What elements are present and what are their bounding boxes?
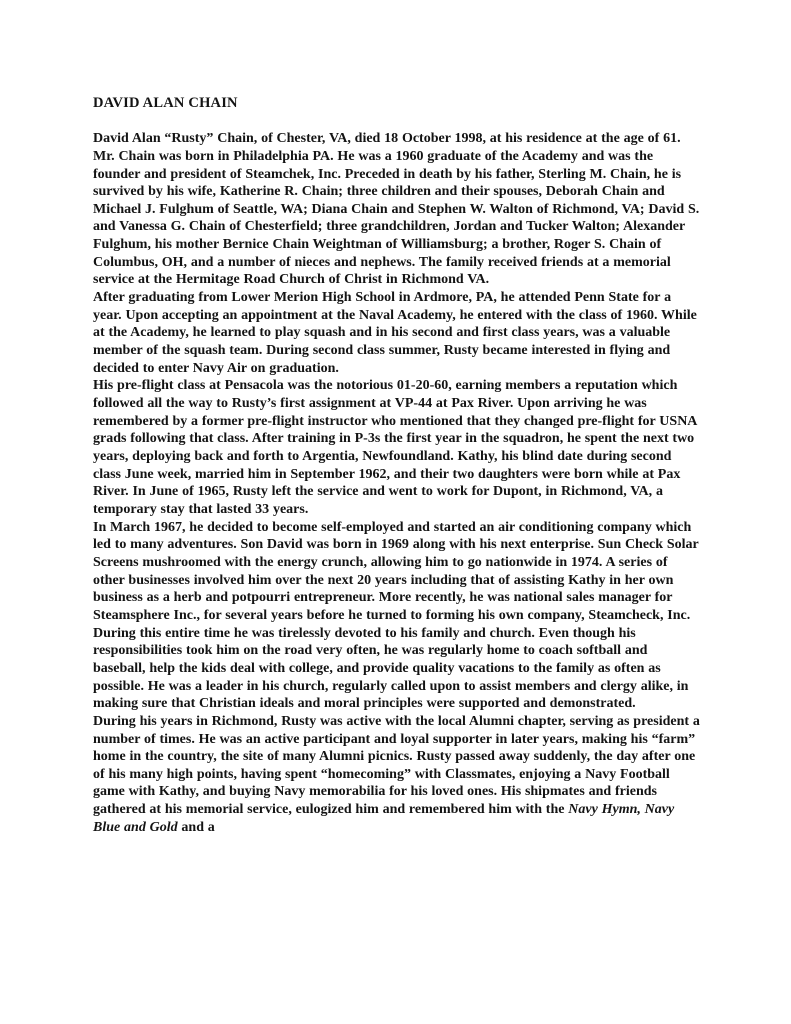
paragraph-richmond-years-text: During his years in Richmond, Rusty was active with the local Alumni chapter, serving as president a number of times. He was an active participant and loyal supporter in later years, making his “farm” home in the country, the site of many Alumni picnics. Rusty passed away suddenly, the day after one of his many high points, having spent “homecoming” with Classmates, enjoying a Navy Football game with Kathy, and buying Navy memorabilia for his loved ones. His shipmates and friends gathered at his memorial service, eulogized him and remembered him with the xyxy=(93,713,700,818)
paragraph-richmond-years xyxy=(93,713,702,837)
paragraph-richmond-years-italic-titles: Navy Hymn, Navy Blue and Gold xyxy=(93,802,675,835)
document-title: DAVID ALAN CHAIN xyxy=(93,95,238,111)
paragraph-family-church: During this entire time he was tirelessly devoted to his family and church. Even though his responsibilities took him on the road very often, he was regularly home to coach softball and baseball, help the kids deal with college, and provide quality vacations to the family as often as possible. He was a leader in his church, regularly called upon to assist members and clergy alike, in making sure that Christian ideals and moral principles were supported and demonstrated. xyxy=(93,625,689,712)
document-content xyxy=(93,95,702,836)
paragraph-richmond-years-tail: and a xyxy=(177,819,215,835)
paragraph-business-career: In March 1967, he decided to become self-employed and started an air conditioning company which led to many adventures. Son David was born in 1969 along with his next enterprise. Sun Check Solar Screens mushroomed with the energy crunch, allowing him to go nationwide in 1974. A series of other businesses involved him over the next 20 years including that of assisting Kathy in her own business as a herb and potpourri entrepreneur. More recently, he was national sales manager for Steamsphere Inc., for several years before he turned to forming his own company, Steamcheck, Inc. xyxy=(93,519,699,623)
paragraph-education: After graduating from Lower Merion High School in Ardmore, PA, he attended Penn State for a year. Upon accepting an appointment at the Naval Academy, he entered with the class of 1960. While at the Academy, he learned to play squash and in his second and first class years, was a valuable member of the squash team. During second class summer, Rusty became interested in flying and decided to enter Navy Air on graduation. xyxy=(93,290,697,376)
paragraph-navy-service: His pre-flight class at Pensacola was the notorious 01-20-60, earning members a reputation which followed all the way to Rusty’s first assignment at VP-44 at Pax River. Upon arriving he was remembered by a former pre-flight instructor who mentioned that they changed pre-flight for USNA grads following that class. After training in P-3s the first year in the squadron, he spent the next two years, deploying back and forth to Argentia, Newfoundland. Kathy, his blind date during second class June week, married him in September 1962, and their two daughters were born while at Pax River. In June of 1965, Rusty left the service and went to work for Dupont, in Richmond, VA, a temporary stay that lasted 33 years. xyxy=(93,378,697,517)
document-body xyxy=(93,130,702,836)
paragraph-obituary-summary: David Alan “Rusty” Chain, of Chester, VA, died 18 October 1998, at his residence at the age of 61. Mr. Chain was born in Philadelphia PA. He was a 1960 graduate of the Academy and was the founder and president of Steamchek, Inc. Preceded in death by his father, Sterling M. Chain, he is survived by his wife, Katherine R. Chain; three children and their spouses, Deborah Chain and Michael J. Fulghum of Seattle, WA; Diana Chain and Stephen W. Walton of Richmond, VA; David S. and Vanessa G. Chain of Chesterfield; three grandchildren, Jordan and Tucker Walton; Alexander Fulghum, his mother Bernice Chain Weightman of Williamsburg; a brother, Roger S. Chain of Columbus, OH, and a number of nieces and nephews. The family received friends at a memorial service at the Hermitage Road Church of Christ in Richmond VA. xyxy=(93,131,700,288)
